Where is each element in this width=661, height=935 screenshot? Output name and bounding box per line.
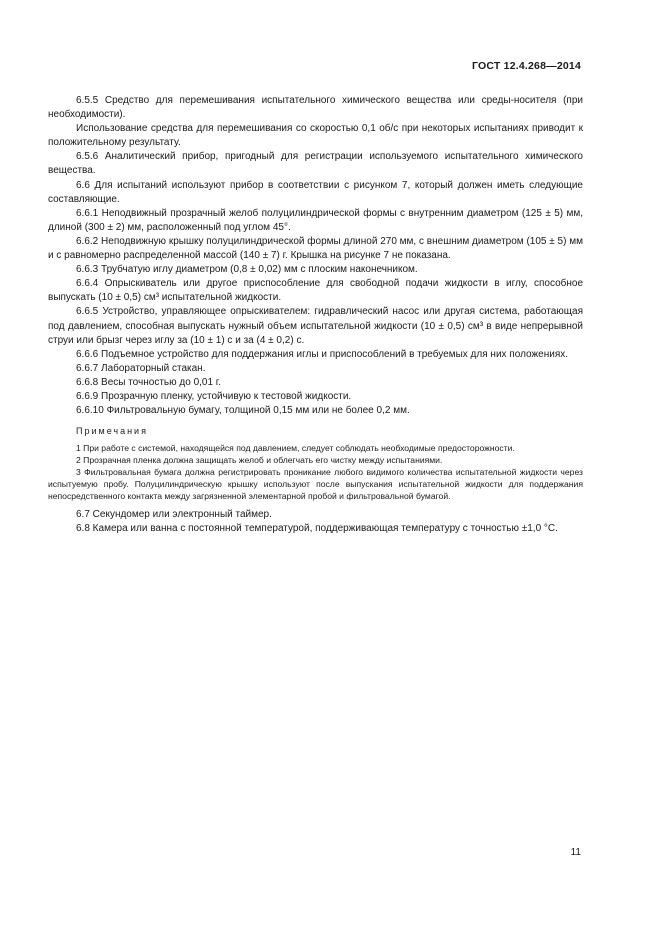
paragraph-6-7: 6.7 Секундомер или электронный таймер. bbox=[76, 509, 272, 521]
document-body bbox=[48, 94, 583, 536]
paragraph-6-6-2: 6.6.2 Неподвижную крышку полуцилиндрической формы длиной 270 мм, с внешним диаметром (105 ± 5) мм и с равномерно распределенной массой (140 ± 7) г. Крышка на рисунке 7 не показана. bbox=[48, 235, 583, 262]
paragraph-6-6-10: 6.6.10 Фильтровальную бумагу, толщиной 0,15 мм или не более 0,2 мм. bbox=[76, 405, 410, 417]
page-number: 11 bbox=[570, 847, 581, 858]
paragraph-6-5-5: 6.5.5 Средство для перемешивания испытательного химического вещества или среды-носителя (при необходимости). bbox=[48, 95, 583, 121]
page-header: ГОСТ 12.4.268—2014 bbox=[472, 60, 581, 72]
note-2: 2 Прозрачная пленка должна защищать желоб и облегчать его чистку между испытаниями. bbox=[76, 455, 443, 466]
final-section bbox=[48, 508, 583, 536]
note-3: 3 Фильтровальная бумага должна регистрировать проникание любого видимого количества испытательной жидкости через испытуемую пробу. Полуцилиндрическую крышку используют после выпускания испытательной жидкости для поддержания непосредственного контакта между загрязненной элементарной пробой и фильтровальной бумагой. bbox=[48, 467, 583, 502]
paragraph-6-8: 6.8 Камера или ванна с постоянной температурой, поддерживающая температуру с точностью ±1,0 °С. bbox=[76, 523, 558, 535]
paragraph-6-5-6: 6.5.6 Аналитический прибор, пригодный для регистрации используемого испытательного химического вещества. bbox=[48, 151, 583, 177]
note-1: 1 При работе с системой, находящейся под давлением, следует соблюдать необходимые предосторожности. bbox=[76, 443, 515, 454]
paragraph-6-6-1: 6.6.1 Неподвижный прозрачный желоб полуцилиндрической формы с внутренним диаметром (125 ± 5) мм, длиной (300 ± 2) мм, расположенный под углом 45°. bbox=[48, 207, 583, 233]
paragraph-6-6-9: 6.6.9 Прозрачную пленку, устойчивую к тестовой жидкости. bbox=[76, 390, 352, 402]
paragraph-6-6: 6.6 Для испытаний используют прибор в соответствии с рисунком 7, который должен иметь следующие составляющие. bbox=[48, 179, 583, 205]
paragraph-mixing-note: Использование средства для перемешивания со скоростью 0,1 об/с при некоторых испытаниях приводит к положительному результату. bbox=[48, 123, 583, 149]
paragraph-6-6-4: 6.6.4 Опрыскиватель или другое приспособление для свободной подачи жидкости в иглу, способное выпускать (10 ± 0,5) см³ испытательной жидкости. bbox=[48, 278, 583, 304]
paragraph-6-6-5: 6.6.5 Устройство, управляющее опрыскивателем: гидравлический насос или другая система, работающая под давлением, способная выпускать нужный объем испытательной жидкости (10 ± 0,5) см³ в виде непрерывной струи или брызг через иглу за (10 ± 1) с и за (4 ± 0,2) с. bbox=[48, 306, 583, 346]
paragraph-6-6-6: 6.6.6 Подъемное устройство для поддержания иглы и приспособлений в требуемых для них положениях. bbox=[76, 348, 569, 360]
paragraph-6-6-3: 6.6.3 Трубчатую иглу диаметром (0,8 ± 0,02) мм с плоским наконечником. bbox=[76, 264, 418, 276]
paragraph-6-6-8: 6.6.8 Весы точностью до 0,01 г. bbox=[76, 376, 222, 388]
paragraph-6-6-7: 6.6.7 Лабораторный стакан. bbox=[76, 362, 206, 374]
notes-title: Примечания bbox=[76, 426, 148, 437]
